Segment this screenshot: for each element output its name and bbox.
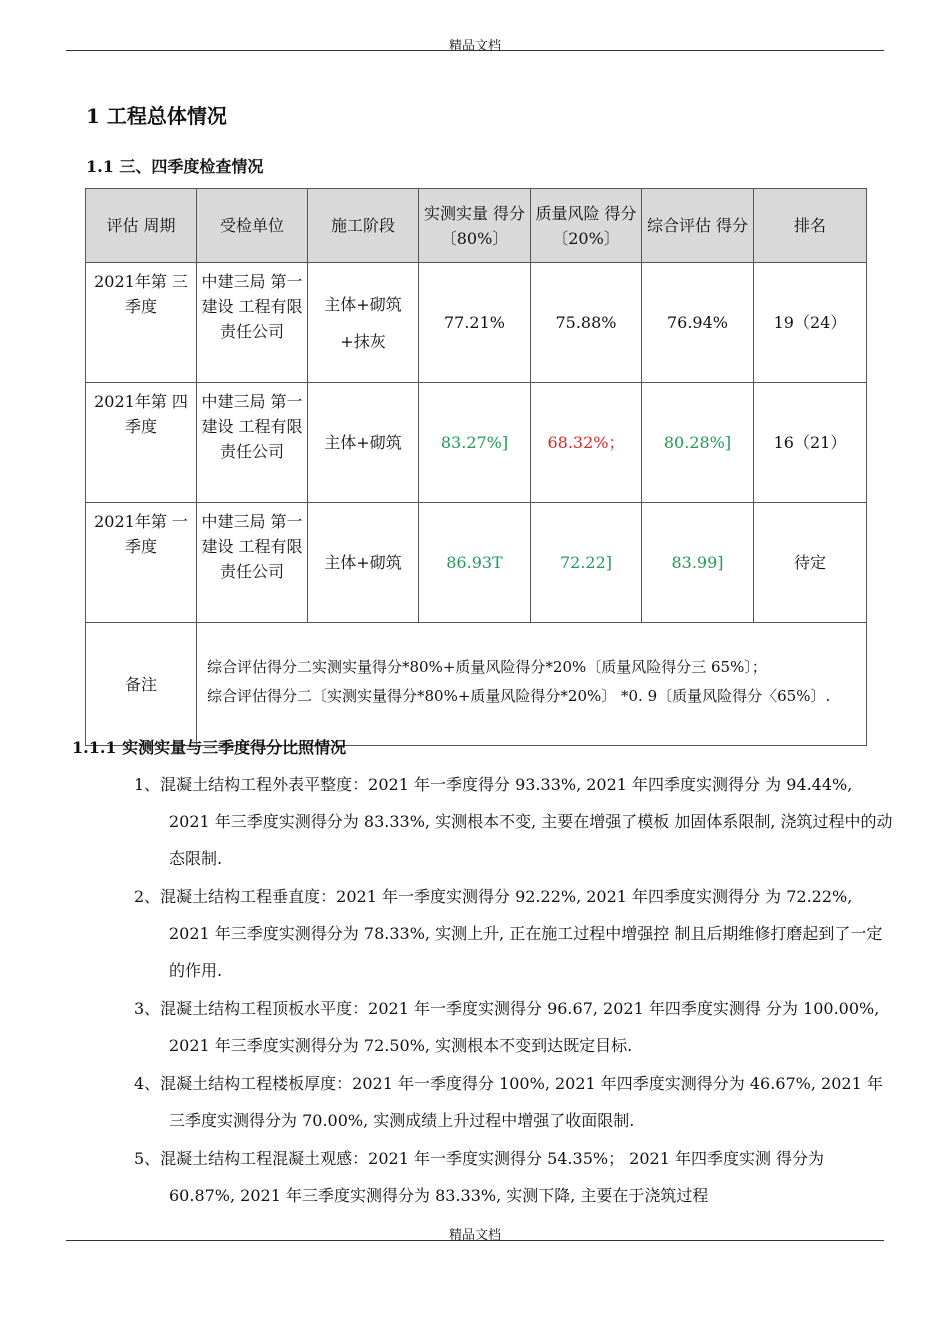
cell-rank: 19（24）: [754, 263, 867, 383]
col-header-measure-score: 实测实量 得分〔80%〕: [419, 189, 531, 263]
list-item: 3、混凝土结构工程顶板水平度：2021 年一季度实测得分 96.67, 2021 年四季度实测得 分为 100.00%, 2021 年三季度实测得分为 72.50%, 实测根本不变到达既定目标.: [134, 999, 880, 1055]
col-header-risk-score: 质量风险 得分〔20%〕: [531, 189, 642, 263]
note-line: 综合评估得分二〔实测实量得分*80%+质量风险得分*20%〕 *0. 9〔质量风险得分〈65%〕.: [207, 687, 831, 705]
cell-stage: 主体+砌筑: [308, 383, 419, 503]
subsubsection-title: 1.1.1 实测实量与三季度得分比照情况: [72, 738, 347, 757]
col-header-overall-score: 综合评估 得分: [642, 189, 754, 263]
list-item: 5、混凝土结构工程混凝土观感：2021 年一季度实测得分 54.35%； 2021 年四季度实测 得分为 60.87%, 2021 年三季度实测得分为 83.33%, 实测下降, 主要在于浇筑过程: [134, 1149, 825, 1205]
list-item: 1、混凝土结构工程外表平整度：2021 年一季度得分 93.33%, 2021 年四季度实测得分 为 94.44%, 2021 年三季度实测得分为 83.33%, 实测根本不变, 主要在增强了模板 加固体系限制, 浇筑过程中的动态限制.: [134, 775, 893, 868]
col-header-stage: 施工阶段: [308, 189, 419, 263]
table-header-row: [86, 189, 867, 263]
cell-rank: 待定: [754, 503, 867, 623]
cell-period: 2021年第 三季度: [86, 263, 197, 383]
cell-stage: 主体+砌筑: [308, 503, 419, 623]
cell-unit: 中建三局 第一建设 工程有限 责任公司: [197, 503, 308, 623]
cell-period: 2021年第 四季度: [86, 383, 197, 503]
col-header-period: 评估 周期: [86, 189, 197, 263]
paragraph-list: [134, 766, 894, 1215]
subsection-title: 1.1 三、四季度检查情况: [86, 157, 264, 176]
cell-overall: 80.28%]: [642, 383, 754, 503]
list-item: 4、混凝土结构工程楼板厚度：2021 年一季度得分 100%, 2021 年四季度实测得分为 46.67%, 2021 年三季度实测得分为 70.00%, 实测成绩上升过程中增强了收面限制.: [134, 1074, 883, 1130]
page-header-text: 精品文档: [448, 39, 501, 54]
note-content: [197, 623, 867, 746]
col-header-unit: 受检单位: [197, 189, 308, 263]
cell-measure: 83.27%]: [419, 383, 531, 503]
note-label: 备注: [86, 623, 197, 746]
table-row: [86, 503, 867, 623]
cell-measure: 77.21%: [419, 263, 531, 383]
cell-unit: 中建三局 第一建设 工程有限 责任公司: [197, 263, 308, 383]
cell-overall: 76.94%: [642, 263, 754, 383]
cell-unit: 中建三局 第一建设 工程有限 责任公司: [197, 383, 308, 503]
col-header-rank: 排名: [754, 189, 867, 263]
note-line: 综合评估得分二实测实量得分*80%+质量风险得分*20%〔质量风险得分三 65%〕；: [207, 658, 767, 676]
cell-risk: 68.32%；: [531, 383, 642, 503]
list-item: 2、混凝土结构工程垂直度：2021 年一季度实测得分 92.22%, 2021 年四季度实测得分 为 72.22%, 2021 年三季度实测得分为 78.33%, 实测上升, 正在施工过程中增强控 制且后期维修打磨起到了一定的作用.: [134, 887, 883, 980]
inspection-table: [85, 188, 867, 746]
table-row: [86, 263, 867, 383]
table-row: [86, 383, 867, 503]
table-note-row: [86, 623, 867, 746]
cell-stage: 主体+砌筑 +抹灰: [308, 263, 419, 383]
cell-rank: 16（21）: [754, 383, 867, 503]
cell-overall: 83.99]: [642, 503, 754, 623]
page-footer-text: 精品文档: [448, 1228, 501, 1243]
cell-risk: 72.22]: [531, 503, 642, 623]
section-title: 1 工程总体情况: [86, 104, 227, 128]
cell-measure: 86.93T: [419, 503, 531, 623]
cell-period: 2021年第 一季度: [86, 503, 197, 623]
header-rule: [66, 50, 884, 51]
cell-risk: 75.88%: [531, 263, 642, 383]
footer-rule: [66, 1240, 884, 1241]
